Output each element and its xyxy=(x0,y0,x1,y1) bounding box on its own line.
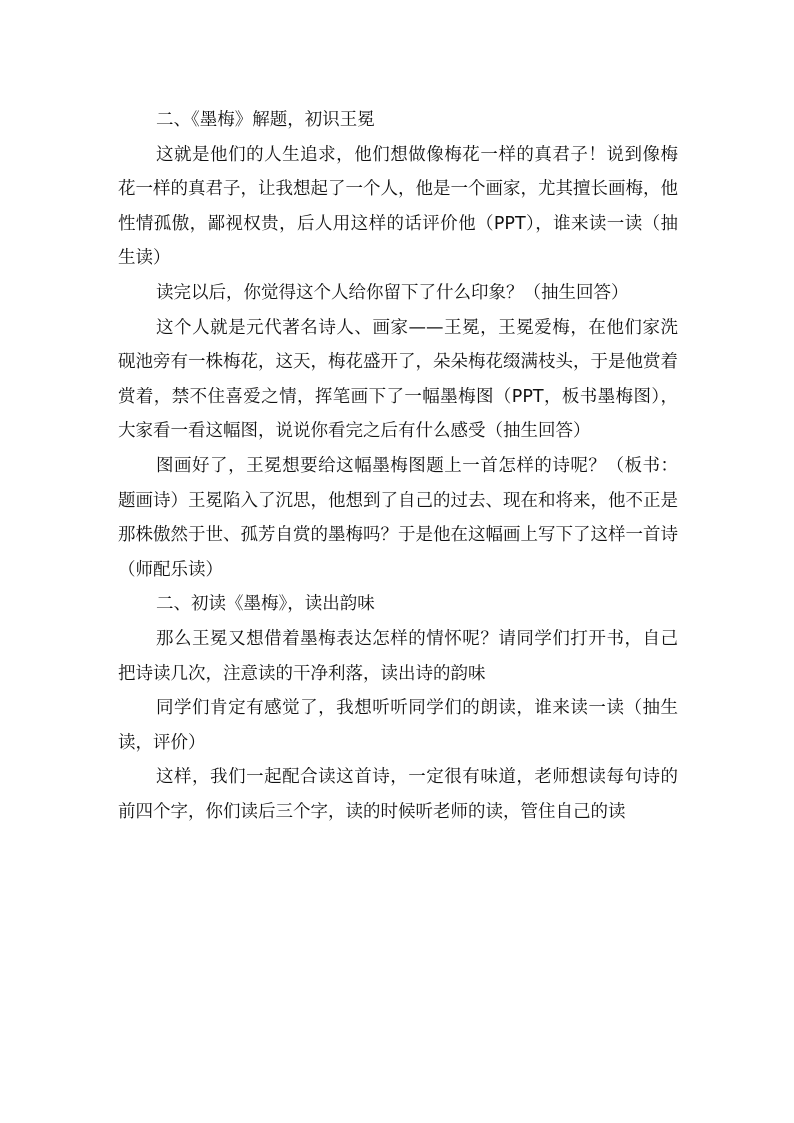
section-heading-2: 二、初读《墨梅》，读出韵味 xyxy=(156,594,375,615)
paragraph: 读完以后，你觉得这个人给你留下了什么印象？（抽生回答） xyxy=(156,282,629,303)
paragraph: 图画好了，王冕想要给这幅墨梅图题上一首怎样的诗呢？（板书：题画诗）王冕陷入了沉思，他想到了自己的过去、现在和将来，他不正是那株傲然于世、孤芳自赏的墨梅吗？于是他在这幅画上写下了这样一首诗（师配乐读） xyxy=(118,455,678,580)
document-page xyxy=(118,103,678,829)
paragraph: 这个人就是元代著名诗人、画家——王冕，王冕爱梅，在他们家洗砚池旁有一株梅花，这天，梅花盛开了，朵朵梅花缀满枝头，于是他赏着赏着，禁不住喜爱之情，挥笔画下了一幅墨梅图（PPT，板书墨梅图），大家看一看这幅图，说说你看完之后有什么感受（抽生回答） xyxy=(118,317,678,442)
paragraph: 这就是他们的人生追求，他们想做像梅花一样的真君子！说到像梅花一样的真君子，让我想起了一个人，他是一个画家，尤其擅长画梅，他性情孤傲，鄙视权贵，后人用这样的话评价他（PPT），谁来读一读（抽生读） xyxy=(118,144,678,269)
paragraph: 那么王冕又想借着墨梅表达怎样的情怀呢？请同学们打开书，自己把诗读几次，注意读的干净利落，读出诗的韵味 xyxy=(118,628,678,684)
paragraph: 这样，我们一起配合读这首诗，一定很有味道，老师想读每句诗的前四个字，你们读后三个字，读的时候听老师的读，管住自己的读 xyxy=(118,767,678,822)
paragraph: 同学们肯定有感觉了，我想听听同学们的朗读，谁来读一读（抽生读，评价） xyxy=(118,698,678,753)
section-heading-1: 二、《墨梅》解题，初识王冕 xyxy=(156,110,375,130)
